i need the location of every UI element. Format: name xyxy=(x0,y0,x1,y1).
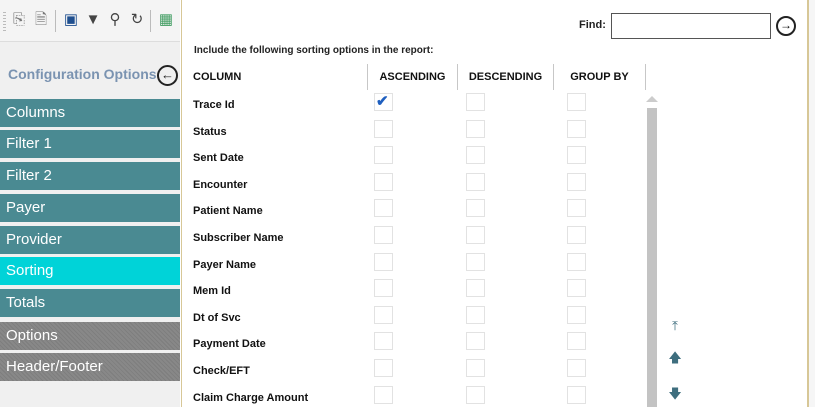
descending-checkbox[interactable] xyxy=(466,306,485,324)
descending-checkbox[interactable] xyxy=(466,253,485,271)
descending-header: DESCENDING xyxy=(458,64,554,90)
table-row xyxy=(190,91,646,118)
descending-checkbox[interactable] xyxy=(466,173,485,191)
table-row xyxy=(190,144,646,171)
table-row xyxy=(190,330,646,357)
group-by-checkbox[interactable] xyxy=(567,146,586,164)
scrollbar[interactable] xyxy=(644,92,659,407)
row-label: Payment Date xyxy=(193,338,266,351)
toolbar-grip[interactable] xyxy=(3,12,6,32)
group-by-checkbox[interactable] xyxy=(567,199,586,217)
background-window-edge xyxy=(809,0,815,407)
search-icon[interactable]: ⚲ xyxy=(109,11,121,28)
group-by-checkbox[interactable] xyxy=(567,386,586,404)
row-label: Status xyxy=(193,125,227,138)
descending-checkbox[interactable] xyxy=(466,332,485,350)
ascending-checkbox[interactable] xyxy=(374,386,393,404)
group-by-checkbox[interactable] xyxy=(567,120,586,138)
sidebar-item-options[interactable]: Options xyxy=(0,322,180,350)
checkmark-icon: ✔ xyxy=(376,93,389,110)
document-icon[interactable]: 🗎 xyxy=(34,11,48,28)
find-go-arrow-icon[interactable]: → xyxy=(776,16,796,36)
row-label: Mem Id xyxy=(193,285,231,298)
scrollbar-thumb[interactable] xyxy=(647,108,657,407)
row-label: Dt of Svc xyxy=(193,311,241,324)
sidebar-item-filter-1[interactable]: Filter 1 xyxy=(0,130,180,158)
sidebar-item-header-footer[interactable]: Header/Footer xyxy=(0,353,180,381)
sidebar-item-sorting[interactable]: Sorting xyxy=(0,257,180,285)
row-label: Trace Id xyxy=(193,99,235,111)
filter-icon[interactable]: ▼ xyxy=(85,11,101,28)
group-by-checkbox[interactable] xyxy=(567,332,586,350)
descending-checkbox[interactable] xyxy=(466,386,485,404)
group-by-checkbox[interactable] xyxy=(567,173,586,191)
column-header: COLUMN xyxy=(190,64,368,90)
toolbar xyxy=(0,0,180,42)
ascending-checkbox[interactable] xyxy=(374,226,393,244)
group-by-checkbox[interactable] xyxy=(567,359,586,377)
ascending-checkbox[interactable] xyxy=(374,332,393,350)
row-label: Encounter xyxy=(193,178,248,191)
table-row xyxy=(190,197,646,224)
ascending-header: ASCENDING xyxy=(368,64,458,90)
ascending-checkbox[interactable] xyxy=(374,173,393,191)
group-by-checkbox[interactable] xyxy=(567,306,586,324)
move-up-icon[interactable]: 🡅 xyxy=(668,350,682,365)
descending-checkbox[interactable] xyxy=(466,279,485,297)
table-row xyxy=(190,224,646,251)
ascending-checkbox[interactable] xyxy=(374,279,393,297)
table-row xyxy=(190,304,646,331)
ascending-checkbox[interactable] xyxy=(374,93,393,111)
sidebar-item-provider[interactable]: Provider xyxy=(0,226,180,254)
sorting-table-header xyxy=(190,64,646,90)
ascending-checkbox[interactable] xyxy=(374,359,393,377)
table-row xyxy=(190,251,646,278)
ascending-checkbox[interactable] xyxy=(374,146,393,164)
descending-checkbox[interactable] xyxy=(466,199,485,217)
move-to-top-icon[interactable]: ⤒ xyxy=(672,318,678,333)
table-row xyxy=(190,171,646,198)
descending-checkbox[interactable] xyxy=(466,359,485,377)
ascending-checkbox[interactable] xyxy=(374,253,393,271)
ascending-checkbox[interactable] xyxy=(374,199,393,217)
descending-checkbox[interactable] xyxy=(466,226,485,244)
left-panel xyxy=(0,0,180,407)
group-by-header: GROUP BY xyxy=(554,64,646,90)
row-label: Claim Charge Amount xyxy=(193,391,309,404)
table-row xyxy=(190,357,646,384)
sidebar-item-columns[interactable]: Columns xyxy=(0,99,180,127)
table-row xyxy=(190,118,646,145)
group-by-checkbox[interactable] xyxy=(567,93,586,111)
save-icon[interactable]: ▣ xyxy=(63,11,79,28)
row-label: Subscriber Name xyxy=(193,232,284,244)
table-row xyxy=(190,277,646,304)
descending-checkbox[interactable] xyxy=(466,146,485,164)
toolbar-separator xyxy=(150,10,151,32)
sidebar-item-totals[interactable]: Totals xyxy=(0,289,180,317)
excel-icon[interactable]: ▦ xyxy=(158,11,174,28)
ascending-checkbox[interactable] xyxy=(374,120,393,138)
refresh-icon[interactable]: ↻ xyxy=(130,11,144,28)
move-down-icon[interactable]: 🡇 xyxy=(668,386,682,401)
group-by-checkbox[interactable] xyxy=(567,226,586,244)
find-input[interactable] xyxy=(611,13,771,39)
row-label: Patient Name xyxy=(193,205,263,218)
sorting-instruction: Include the following sorting options in the report: xyxy=(194,45,434,56)
configuration-options-title: Configuration Options xyxy=(8,66,157,82)
group-by-checkbox[interactable] xyxy=(567,279,586,297)
toolbar-separator xyxy=(55,10,56,32)
group-by-checkbox[interactable] xyxy=(567,253,586,271)
row-label: Payer Name xyxy=(193,258,256,271)
descending-checkbox[interactable] xyxy=(466,120,485,138)
table-row xyxy=(190,384,646,407)
sorting-dialog xyxy=(181,0,809,407)
row-label: Check/EFT xyxy=(193,365,250,377)
descending-checkbox[interactable] xyxy=(466,93,485,111)
collapse-arrow-icon[interactable]: ← xyxy=(157,65,178,86)
sidebar-item-filter-2[interactable]: Filter 2 xyxy=(0,162,180,190)
row-label: Sent Date xyxy=(193,152,244,165)
scroll-up-arrow-icon[interactable] xyxy=(646,96,658,102)
ascending-checkbox[interactable] xyxy=(374,306,393,324)
printer-icon[interactable]: ⎘ xyxy=(12,11,25,28)
find-label: Find: xyxy=(579,19,606,31)
sidebar-item-payer[interactable]: Payer xyxy=(0,194,180,222)
